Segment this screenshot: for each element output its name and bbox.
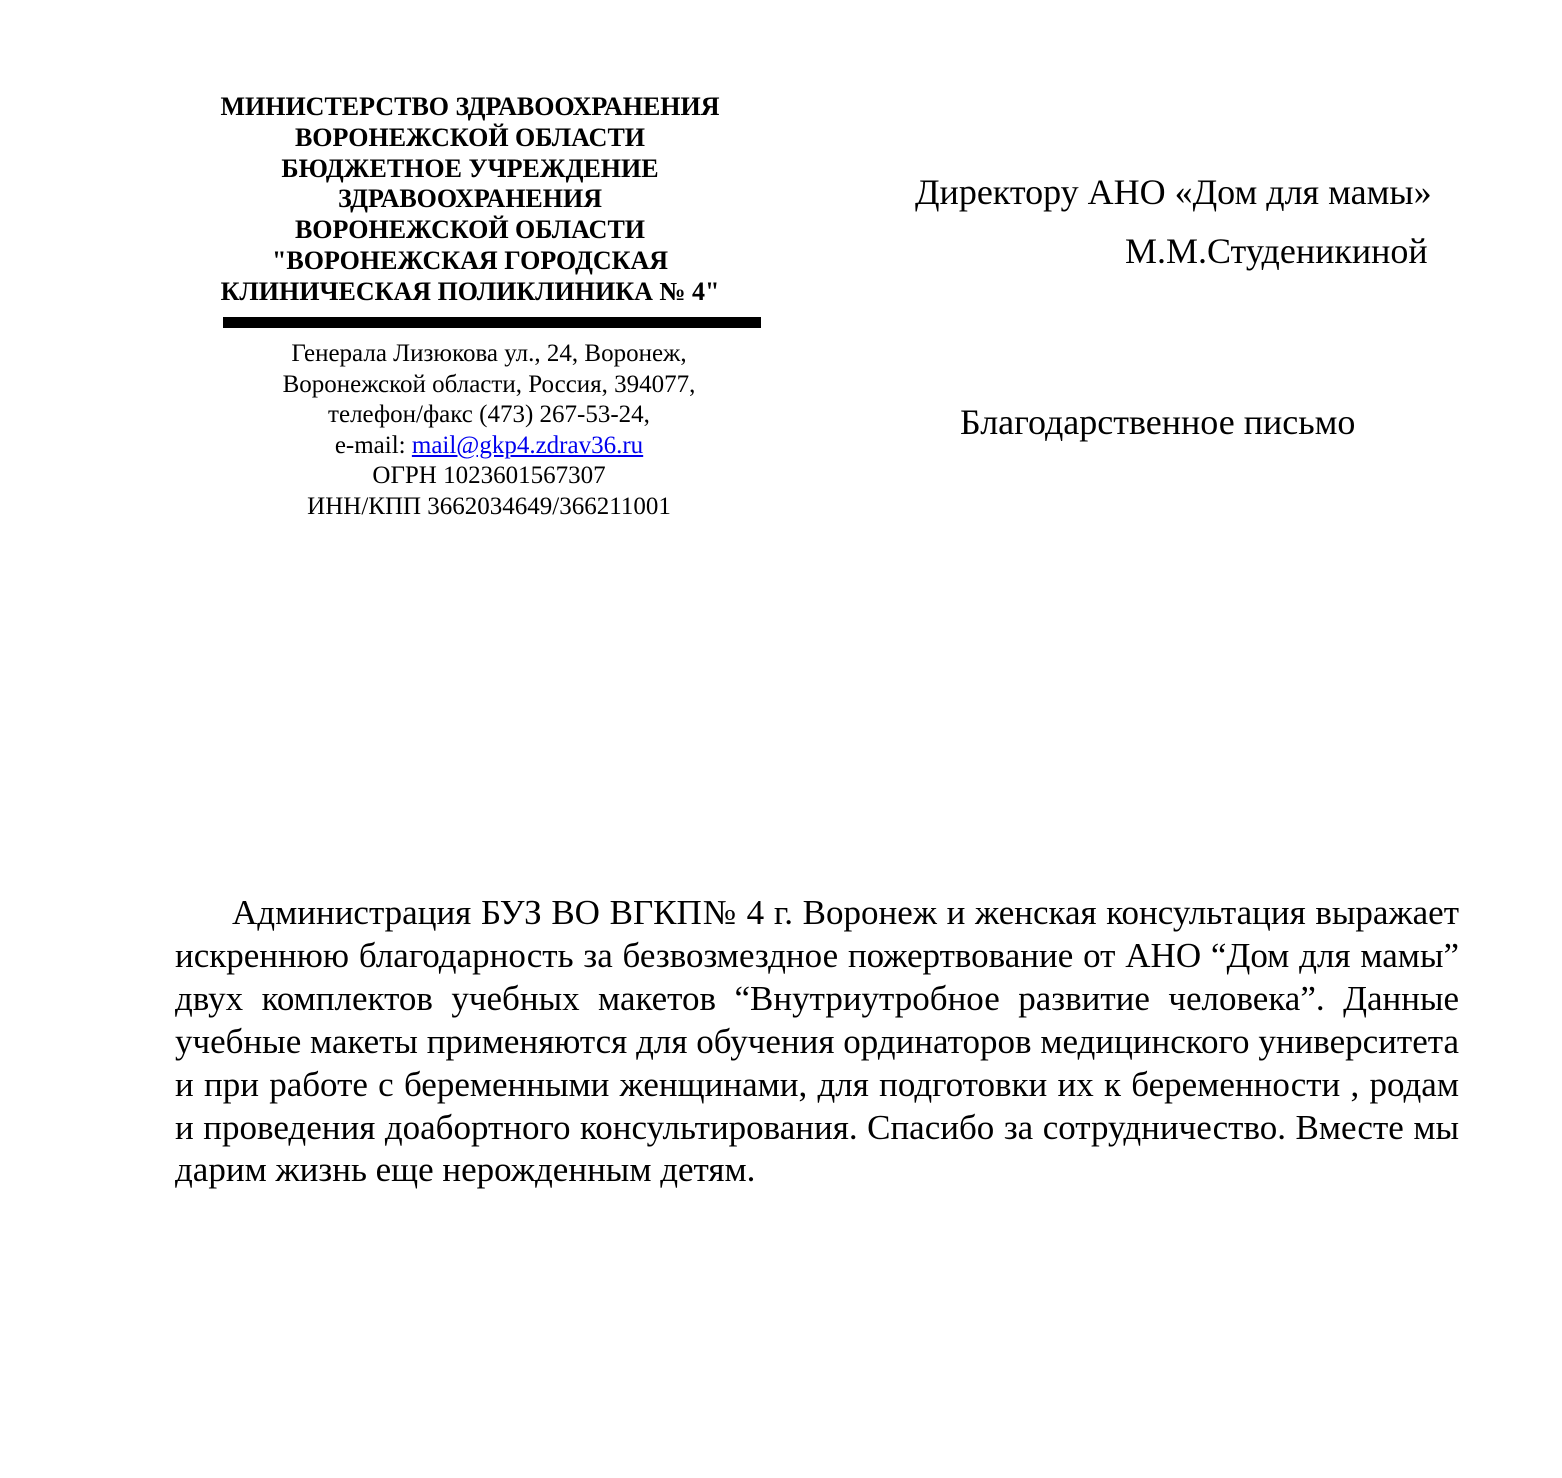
- addressee-position: Директору АНО «Дом для мамы»: [915, 172, 1432, 212]
- letter-body: Администрация БУЗ ВО ВГКП№ 4 г. Воронеж и женская консультация выражает искреннюю благодарность за безвозмездное пожертвование от АНО “Дом для мамы” двух комплектов учебных макетов “Внутриутробное развитие человека”. Данные учебные макеты применяются для обучения ординаторов медицинского университета и при работе с беременными женщинами, для подготовки их к беременности , родам и проведения доабортного консультирования. Спасибо за сотрудничество. Вместе мы дарим жизнь еще нерожденным детям.: [175, 893, 1459, 1190]
- addressee-name: М.М.Студеникиной: [1125, 231, 1428, 271]
- org-name-line: "ВОРОНЕЖСКАЯ ГОРОДСКАЯ: [271, 245, 669, 275]
- org-name-line: КЛИНИЧЕСКАЯ ПОЛИКЛИНИКА № 4": [220, 276, 720, 306]
- email-label: e-mail:: [334, 431, 412, 459]
- organization-name: [205, 92, 735, 308]
- document-title: Благодарственное письмо: [960, 402, 1356, 442]
- org-name-line: МИНИСТЕРСТВО ЗДРАВООХРАНЕНИЯ: [220, 92, 720, 121]
- contact-info: [200, 339, 778, 523]
- phone-fax: телефон/факс (473) 267-53-24,: [328, 401, 650, 429]
- org-name-line: ВОРОНЕЖСКОЙ ОБЛАСТИ: [294, 215, 646, 245]
- org-name-line: БЮДЖЕТНОЕ УЧРЕЖДЕНИЕ: [281, 153, 659, 183]
- inn-kpp: ИНН/КПП 3662034649/366211001: [307, 492, 671, 520]
- email-line: [200, 431, 778, 462]
- email-link[interactable]: mail@gkp4.zdrav36.ru: [411, 431, 644, 459]
- address-line: Воронежской области, Россия, 394077,: [282, 370, 696, 398]
- ogrn: ОГРН 1023601567307: [372, 462, 606, 490]
- address-line: Генерала Лизюкова ул., 24, Воронеж,: [291, 340, 687, 367]
- org-name-line: ВОРОНЕЖСКОЙ ОБЛАСТИ: [294, 122, 646, 152]
- org-name-line: ЗДРАВООХРАНЕНИЯ: [337, 184, 602, 214]
- header-divider: [223, 317, 761, 328]
